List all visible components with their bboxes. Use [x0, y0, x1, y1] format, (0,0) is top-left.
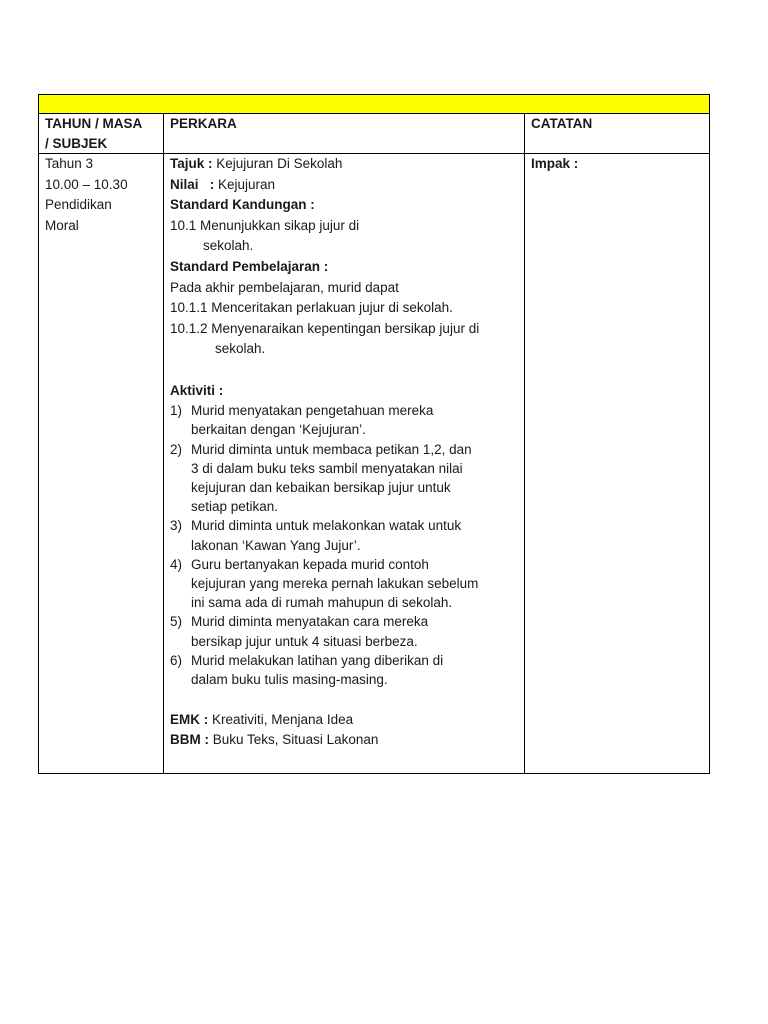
aktiviti-item [170, 612, 518, 650]
header-catatan [525, 114, 709, 153]
aktiviti-item-text [191, 612, 518, 650]
aktiviti-line: Murid menyatakan pengetahuan mereka [191, 403, 434, 419]
cell-perkara [164, 154, 525, 773]
aktiviti-item-text [191, 440, 518, 517]
aktiviti-line: bersikap jujur untuk 4 situasi berbeza. [191, 633, 418, 649]
aktiviti-line: kejujuran dan kebaikan bersikap jujur untuk [191, 479, 451, 495]
header-perkara [164, 114, 525, 153]
subject-line1: Pendidikan [45, 197, 112, 213]
aktiviti-item-text [191, 401, 518, 439]
standard-pembelajaran-item1: 10.1.1 Menceritakan perlakuan jujur di sekolah. [170, 300, 453, 316]
aktiviti-item-number: 4) [170, 556, 183, 572]
aktiviti-item-number: 3) [170, 518, 183, 534]
standard-kandungan-item-line1: 10.1 Menunjukkan sikap jujur di [170, 217, 360, 233]
standard-pembelajaran-item2-line2: sekolah. [215, 341, 266, 357]
aktiviti-item-number: 6) [170, 652, 183, 668]
yellow-highlight-bar [39, 95, 709, 114]
class-year: Tahun 3 [45, 156, 94, 171]
spacer [170, 360, 518, 381]
header-col2-label: PERKARA [170, 116, 237, 131]
aktiviti-line: setiap petikan. [191, 499, 279, 515]
tajuk-line [170, 154, 518, 175]
header-col3-label: CATATAN [531, 116, 593, 131]
standard-kandungan-item-line2: sekolah. [203, 238, 254, 254]
header-col1-line2: / SUBJEK [45, 136, 108, 151]
aktiviti-line: ini sama ada di rumah mahupun di sekolah. [191, 595, 453, 611]
class-time: 10.00 – 10.30 [45, 176, 128, 192]
bbm-label: BBM : [170, 732, 209, 748]
aktiviti-item [170, 516, 518, 554]
cell-tahun-masa-subjek [39, 154, 164, 773]
nilai-line [170, 175, 518, 196]
aktiviti-line: 3 di dalam buku teks sambil menyatakan nilai [191, 460, 463, 476]
aktiviti-line: Murid diminta untuk membaca petikan 1,2, dan [191, 441, 472, 457]
aktiviti-item-number: 2) [170, 441, 183, 457]
emk-value: Kreativiti, Menjana Idea [212, 711, 354, 727]
aktiviti-item-number: 5) [170, 614, 183, 630]
aktiviti-label: Aktiviti : [170, 382, 224, 398]
bbm-line [170, 730, 518, 751]
cell-catatan [525, 154, 709, 773]
lesson-plan-table [38, 94, 710, 774]
bbm-value: Buku Teks, Situasi Lakonan [212, 732, 379, 748]
tajuk-label: Tajuk : [170, 156, 213, 171]
table-body-row [39, 154, 709, 773]
standard-pembelajaran-label: Standard Pembelajaran : [170, 258, 329, 274]
nilai-label: Nilai : [170, 176, 215, 192]
impak-label: Impak : [531, 156, 579, 171]
header-col1-line1: TAHUN / MASA [45, 116, 143, 131]
aktiviti-item-text [191, 555, 518, 613]
aktiviti-line: lakonan ‘Kawan Yang Jujur’. [191, 537, 361, 553]
aktiviti-line: Murid melakukan latihan yang diberikan di [191, 652, 444, 668]
aktiviti-line: Murid diminta untuk melakonkan watak untuk [191, 518, 462, 534]
aktiviti-item-number: 1) [170, 403, 183, 419]
aktiviti-line: Murid diminta menyatakan cara mereka [191, 614, 429, 630]
aktiviti-item [170, 555, 518, 613]
emk-label: EMK : [170, 711, 209, 727]
standard-pembelajaran-intro: Pada akhir pembelajaran, murid dapat [170, 279, 399, 295]
header-tahun-masa-subjek [39, 114, 164, 153]
aktiviti-line: berkaitan dengan ‘Kejujuran’. [191, 422, 366, 438]
aktiviti-item [170, 651, 518, 689]
aktiviti-list [170, 401, 518, 689]
standard-pembelajaran-item2-line1: 10.1.2 Menyenaraikan kepentingan bersikap jujur di [170, 320, 480, 336]
emk-line [170, 710, 518, 731]
aktiviti-line: Guru bertanyakan kepada murid contoh [191, 556, 429, 572]
aktiviti-item-text [191, 516, 518, 554]
spacer [170, 689, 518, 710]
nilai-value: Kejujuran [218, 176, 276, 192]
aktiviti-item-text [191, 651, 518, 689]
subject-line2: Moral [45, 217, 79, 233]
standard-kandungan-label: Standard Kandungan : [170, 197, 315, 213]
aktiviti-line: kejujuran yang mereka pernah lakukan sebelum [191, 575, 479, 591]
aktiviti-line: dalam buku tulis masing-masing. [191, 671, 388, 687]
tajuk-value: Kejujuran Di Sekolah [216, 156, 343, 171]
aktiviti-item [170, 440, 518, 517]
aktiviti-item [170, 401, 518, 439]
table-header-row [39, 114, 709, 154]
